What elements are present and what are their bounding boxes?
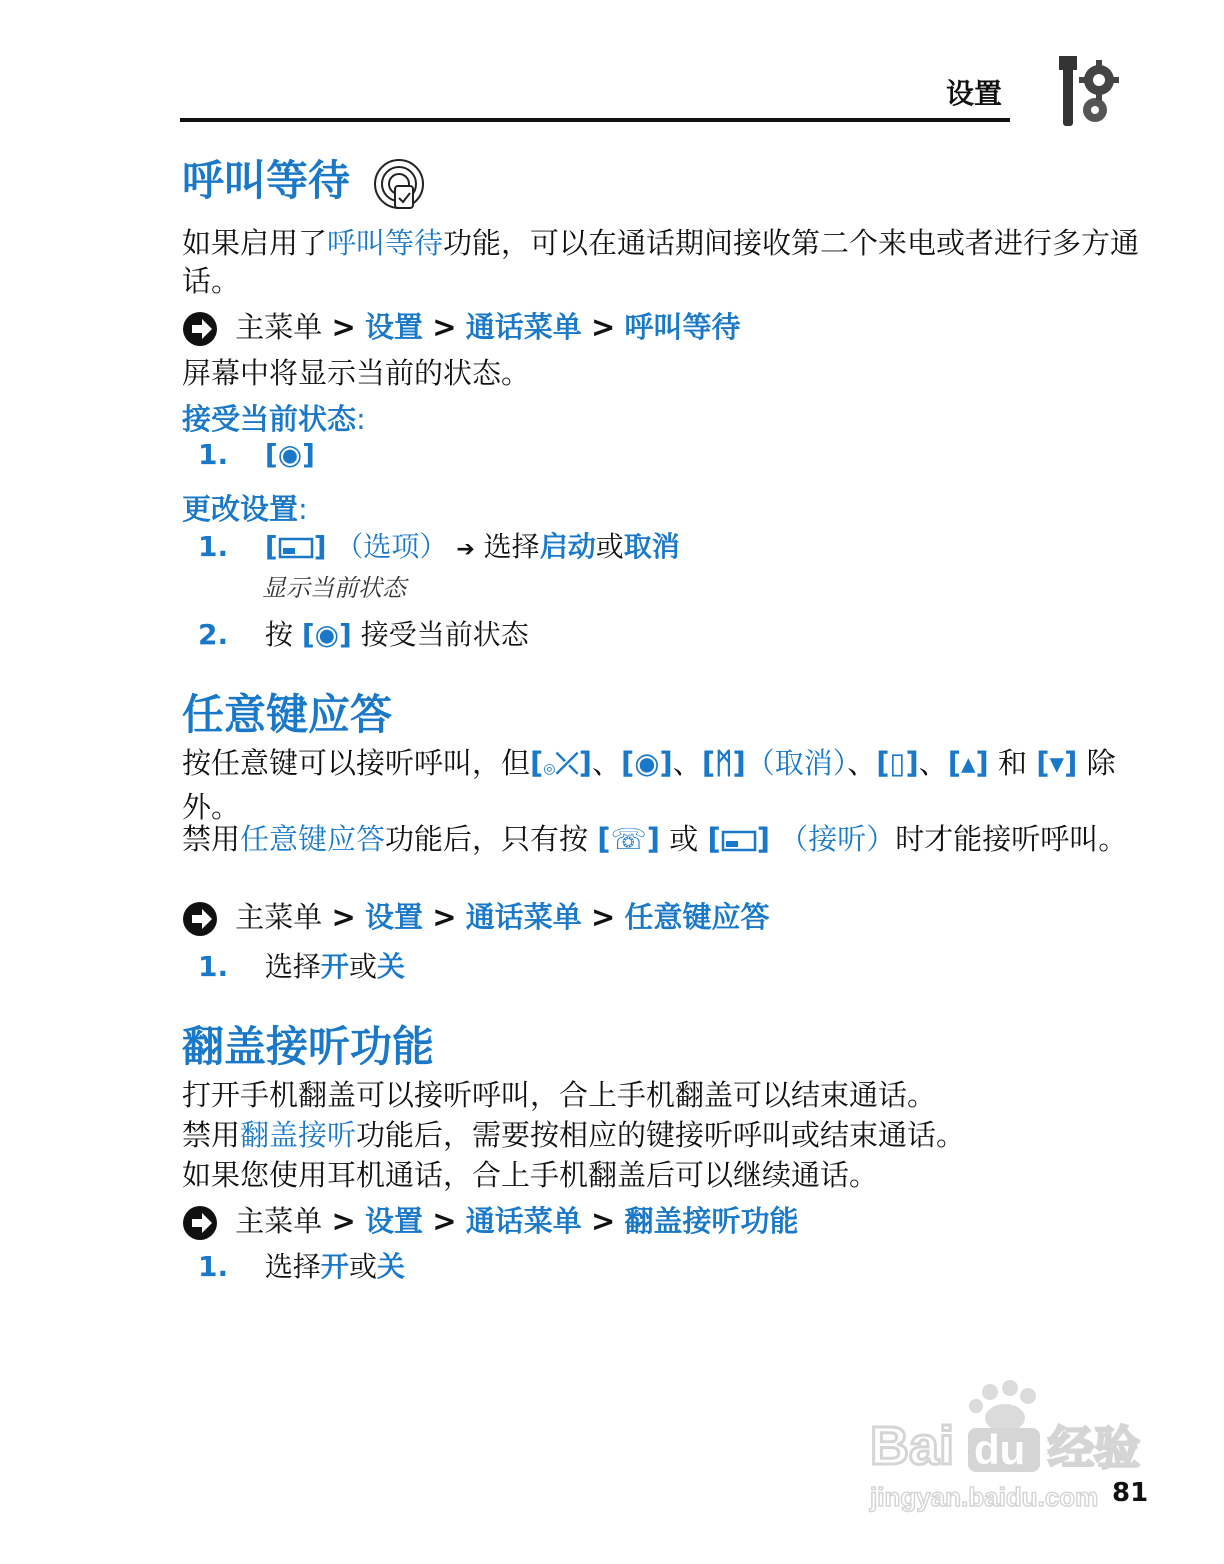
end-call-key-icon: [◎⤫] — [530, 746, 592, 780]
section-title-any-key: 任意键应答 — [182, 690, 393, 739]
any-key-line-1: 按任意键可以接听呼叫，但[◎⤫]、[◉]、[ᛗ]（取消）、[▯]、[▴] 和 [▾] 除外。 — [182, 746, 1116, 824]
any-key-line-2: 禁用任意键应答功能后，只有按 [☏] 或 [ ] （接听）时才能接听呼叫。 — [182, 822, 1128, 856]
any-key-step-1: 1. 选择开或关 — [198, 950, 405, 983]
arrow-right-circle-icon — [182, 1205, 218, 1241]
menu-path-call-waiting: 主菜单 > 设置 > 通话菜单 > 呼叫等待 — [182, 308, 741, 347]
change-heading: 更改设置: — [182, 492, 308, 526]
change-step-note: 显示当前状态 — [262, 574, 406, 602]
flip-line-1: 打开手机翻盖可以接听呼叫，合上手机翻盖可以结束通话。 — [182, 1078, 937, 1112]
status-text: 屏幕中将显示当前的状态。 — [182, 356, 531, 390]
flip-line-3: 如果您使用耳机通话，合上手机翻盖后可以继续通话。 — [182, 1158, 879, 1192]
section-title-flip: 翻盖接听功能 — [182, 1022, 435, 1071]
section-title-call-waiting: 呼叫等待 — [182, 156, 427, 210]
call-key-icon: [☏] — [597, 822, 661, 856]
settings-gear-wrench-icon — [1055, 52, 1127, 134]
side-key-icon: [▯] — [876, 746, 919, 780]
call-waiting-intro: 如果启用了呼叫等待功能，可以在通话期间接收第二个来电或者进行多方通话。 — [182, 226, 1140, 298]
accept-step: 1. [◉] — [198, 438, 315, 471]
flip-line-2: 禁用翻盖接听功能后，需要按相应的键接听呼叫或结束通话。 — [182, 1118, 966, 1152]
svg-text:经验: 经验 — [1048, 1421, 1140, 1475]
change-step-1: 1. [ ] （选项） ➔ 选择启动或取消 — [198, 530, 680, 563]
ok-key-icon: [◉] — [301, 618, 352, 651]
volume-up-key-icon: [▴] — [947, 746, 989, 780]
menu-path-flip: 主菜单 > 设置 > 通话菜单 > 翻盖接听功能 — [182, 1202, 799, 1241]
page-number: 81 — [1112, 1478, 1149, 1508]
volume-down-key-icon: [▾] — [1036, 746, 1078, 780]
arrow-right-circle-icon — [182, 901, 218, 937]
change-step-2: 2. 按 [◉] 接受当前状态 — [198, 618, 529, 651]
softkey-left-icon: [ ] — [707, 822, 771, 856]
call-waiting-icon — [371, 158, 427, 210]
flip-step-1: 1. 选择开或关 — [198, 1250, 405, 1283]
header-title: 设置 — [946, 77, 1003, 110]
ok-key-icon: [◉] — [264, 438, 315, 471]
ok-key-icon: [◉] — [620, 746, 673, 780]
clear-key-icon: [ᛗ] — [701, 746, 746, 780]
arrow-right-circle-icon — [182, 311, 218, 347]
svg-text:Bai: Bai — [870, 1416, 955, 1476]
softkey-left-icon: [ ] — [264, 530, 327, 563]
accept-heading: 接受当前状态: — [182, 402, 366, 436]
menu-path-any-key: 主菜单 > 设置 > 通话菜单 > 任意键应答 — [182, 898, 770, 937]
svg-text:du: du — [974, 1426, 1026, 1473]
svg-text:jingyan.baidu.com: jingyan.baidu.com — [870, 1482, 1099, 1512]
header-divider — [180, 118, 1010, 122]
